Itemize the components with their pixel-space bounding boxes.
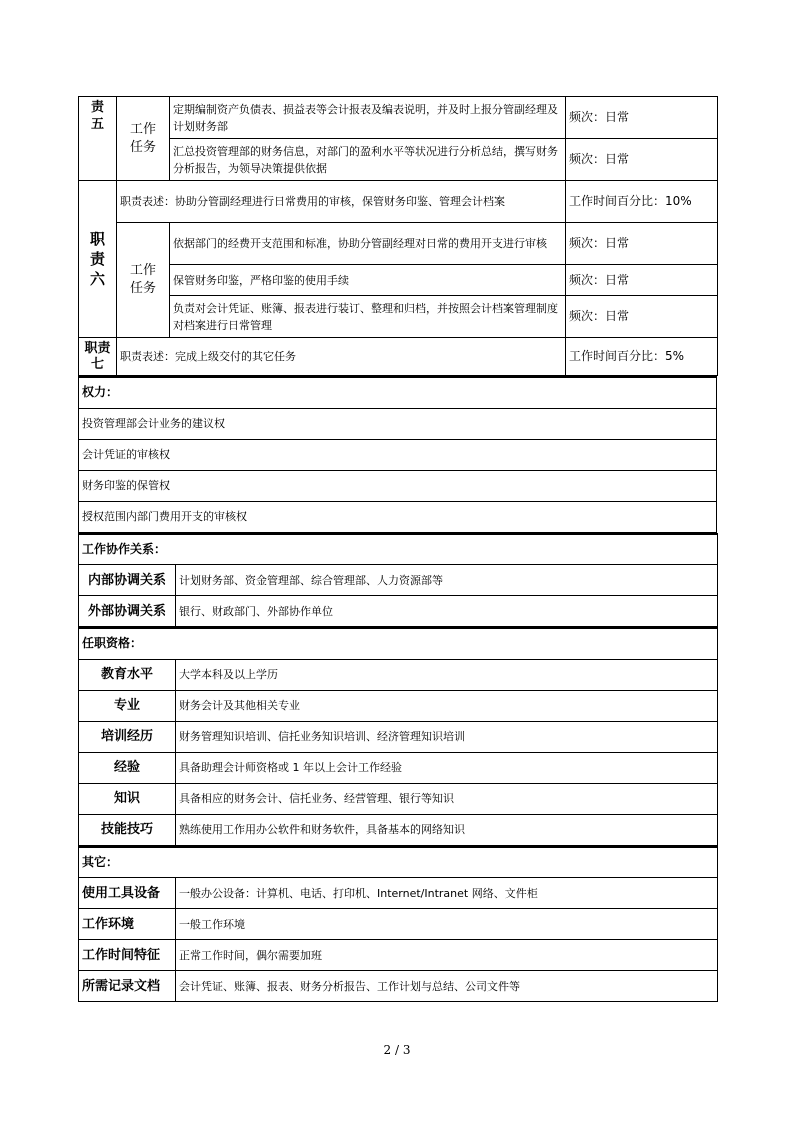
other-label: 使用工具设备	[79, 878, 176, 909]
others-table	[78, 846, 718, 1003]
duty6-task-2: 保管财务印鉴，严格印鉴的使用手续	[170, 265, 566, 296]
duties-table	[78, 96, 718, 376]
qualification-value: 具备相应的财务会计、信托业务、经营管理、银行等知识	[176, 783, 718, 814]
duty6-desc: 职责表述：协助分管副经理进行日常费用的审核，保管财务印鉴、管理会计档案	[117, 181, 566, 223]
duty5-task-2: 汇总投资管理部的财务信息，对部门的盈利水平等状况进行分析总结，撰写财务分析报告，为领导决策提供依据	[170, 139, 566, 181]
relation-value: 计划财务部、资金管理部、综合管理部、人力资源部等	[176, 565, 718, 596]
duty6-task-3: 负责对会计凭证、账簿、报表进行装订、整理和归档，并按照会计档案管理制度对档案进行日常管理	[170, 296, 566, 338]
duty6-task-head: 工作 任务	[117, 223, 170, 338]
qualification-value: 大学本科及以上学历	[176, 659, 718, 690]
authority-item: 会计凭证的审核权	[79, 439, 717, 470]
page-number: 2 / 3	[383, 1043, 411, 1057]
other-label: 工作环境	[79, 909, 176, 940]
qualification-label: 经验	[79, 752, 176, 783]
duty6-task-3-freq: 频次：日常	[566, 296, 718, 338]
qualification-label: 培训经历	[79, 721, 176, 752]
authority-item: 财务印鉴的保管权	[79, 470, 717, 501]
authority-item: 投资管理部会计业务的建议权	[79, 408, 717, 439]
other-value: 一般工作环境	[176, 909, 718, 940]
duty5-task-1: 定期编制资产负债表、损益表等会计报表及编表说明，并及时上报分管副经理及计划财务部	[170, 97, 566, 139]
other-label: 所需记录文档	[79, 971, 176, 1002]
qualification-label: 专业	[79, 690, 176, 721]
relations-heading: 工作协作关系：	[79, 534, 718, 565]
duty6-task-1: 依据部门的经费开支范围和标准，协助分管副经理对日常的费用开支进行审核	[170, 223, 566, 265]
qualification-label: 知识	[79, 783, 176, 814]
other-label: 工作时间特征	[79, 940, 176, 971]
duty6-time: 工作时间百分比：10%	[566, 181, 718, 223]
others-heading: 其它：	[79, 847, 718, 878]
duty6-task-2-freq: 频次：日常	[566, 265, 718, 296]
relation-value: 银行、财政部门、外部协作单位	[176, 596, 718, 627]
duty5-task-1-freq: 频次：日常	[566, 97, 718, 139]
relations-table	[78, 533, 718, 628]
qualification-value: 财务会计及其他相关专业	[176, 690, 718, 721]
other-value: 一般办公设备：计算机、电话、打印机、Internet/Intranet 网络、文件柜	[176, 878, 718, 909]
duty7-desc: 职责表述：完成上级交付的其它任务	[117, 338, 566, 376]
other-value: 正常工作时间，偶尔需要加班	[176, 940, 718, 971]
relation-label: 内部协调关系	[79, 565, 176, 596]
authority-item: 授权范围内部门费用开支的审核权	[79, 501, 717, 532]
job-description-sheet	[78, 96, 717, 1002]
duty7-title: 职责 七	[79, 338, 117, 376]
duty5-task-2-freq: 频次：日常	[566, 139, 718, 181]
authority-heading: 权力：	[79, 377, 717, 408]
qualifications-table	[78, 627, 718, 846]
qualification-value: 熟练使用工作用办公软件和财务软件，具备基本的网络知识	[176, 814, 718, 845]
other-value: 会计凭证、账簿、报表、财务分析报告、工作计划与总结、公司文件等	[176, 971, 718, 1002]
qualification-value: 财务管理知识培训、信托业务知识培训、经济管理知识培训	[176, 721, 718, 752]
relation-label: 外部协调关系	[79, 596, 176, 627]
qualification-label: 教育水平	[79, 659, 176, 690]
qualification-value: 具备助理会计师资格或 1 年以上会计工作经验	[176, 752, 718, 783]
duty5-task-head: 工作 任务	[117, 97, 170, 181]
duty6-title: 职 责 六	[79, 181, 117, 338]
qualification-label: 技能技巧	[79, 814, 176, 845]
duty5-title: 责 五	[79, 97, 117, 181]
authority-table	[78, 376, 717, 533]
duty7-time: 工作时间百分比：5%	[566, 338, 718, 376]
qualifications-heading: 任职资格：	[79, 628, 718, 659]
duty6-task-1-freq: 频次：日常	[566, 223, 718, 265]
